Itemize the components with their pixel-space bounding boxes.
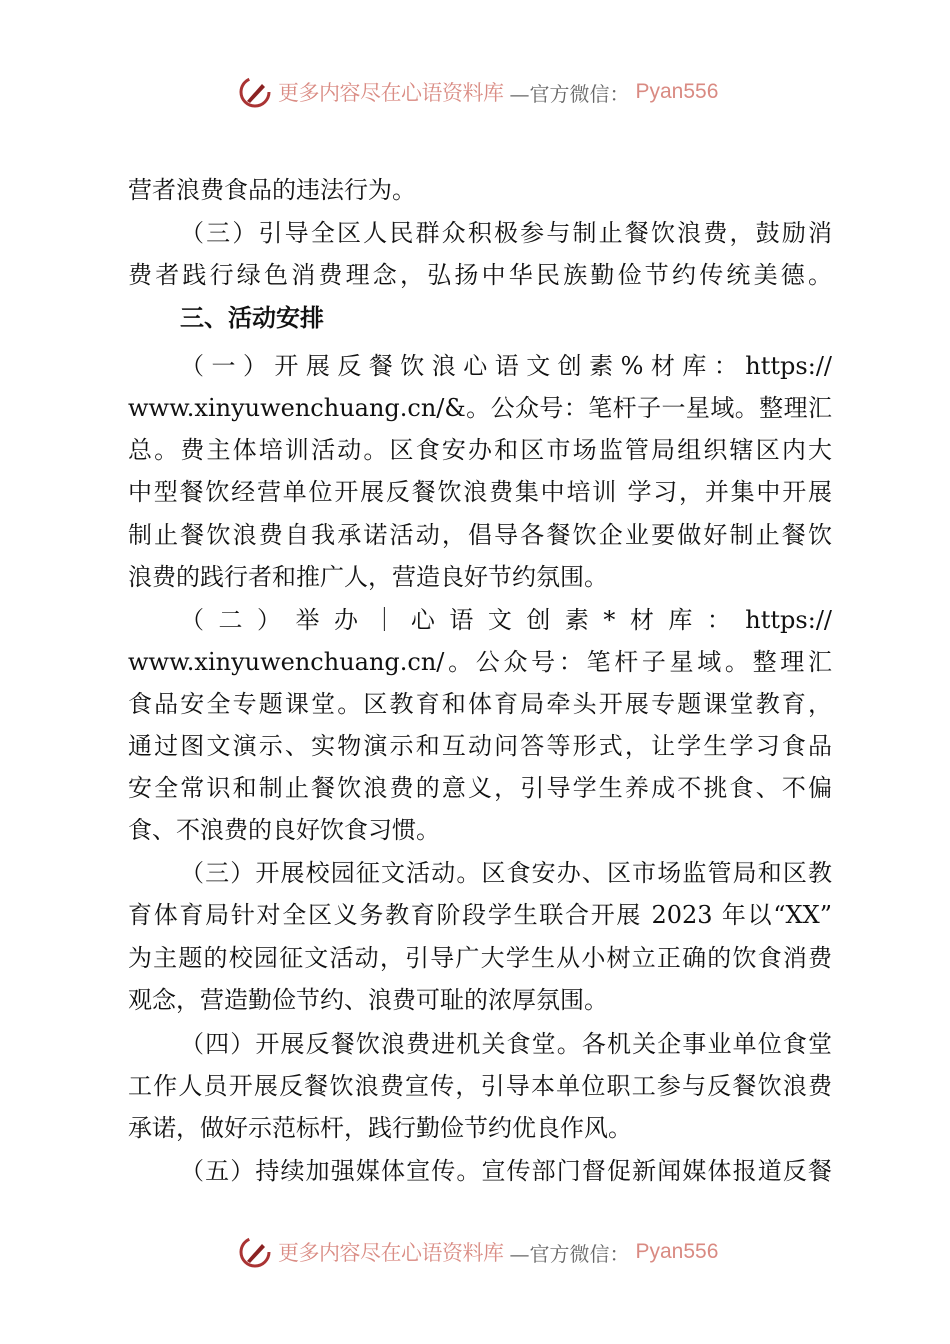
text-line: 工作人员开展反餐饮浪费宣传，引导本单位职工参与反餐饮浪费 [128, 1072, 832, 1100]
watermark-wechat-id: Pyan556 [635, 1240, 719, 1263]
footer-watermark [238, 1234, 738, 1270]
text-line: 营者浪费食品的违法行为。 [128, 176, 416, 204]
text-line: 食品安全专题课堂。区教育和体育局牵头开展专题课堂教育， [128, 690, 832, 718]
text-line: 观念，营造勤俭节约、浪费可耻的浓厚氛围。 [128, 986, 608, 1014]
watermark-wechat-id: Pyan556 [635, 80, 719, 103]
header-watermark [238, 74, 738, 110]
watermark-wechat-label: —官方微信： [509, 1241, 630, 1266]
text-line: 总。费主体培训活动。区食安办和区市场监管局组织辖区内大 [128, 436, 832, 464]
text-line: （三）开展校园征文活动。区食安办、区市场监管局和区教 [180, 859, 832, 887]
pen-logo-icon [238, 75, 272, 109]
section-heading: 三、活动安排 [180, 303, 324, 332]
text-line: 浪费的践行者和推广人，营造良好节约氛围。 [128, 563, 608, 591]
pen-logo-icon [238, 1235, 272, 1269]
text-line: 安全常识和制止餐饮浪费的意义，引导学生养成不挑食、不偏 [128, 774, 832, 802]
watermark-text: 更多内容尽在心语资料库 [278, 81, 504, 105]
text-line: 费者践行绿色消费理念，弘扬中华民族勤俭节约传统美德。 [128, 261, 832, 289]
text-line: 中型餐饮经营单位开展反餐饮浪费集中培训 学习，并集中开展 [128, 478, 832, 506]
text-line: www.xinyuwenchuang.cn/&。公众号：笔杆子一星域。整理汇 [128, 394, 832, 422]
text-line: 育体育局针对全区义务教育阶段学生联合开展 2023 年以“XX” [128, 901, 832, 929]
text-line: 承诺，做好示范标杆，践行勤俭节约优良作风。 [128, 1114, 632, 1142]
text-line: 制止餐饮浪费自我承诺活动，倡导各餐饮企业要做好制止餐饮 [128, 521, 832, 549]
text-line: 为主题的校园征文活动，引导广大学生从小树立正确的饮食消费 [128, 944, 832, 972]
watermark-wechat-label: —官方微信： [509, 81, 630, 106]
text-line: 食、不浪费的良好饮食习惯。 [128, 816, 440, 844]
text-line: （四）开展反餐饮浪费进机关食堂。各机关企事业单位食堂 [180, 1030, 832, 1058]
text-line: （五）持续加强媒体宣传。宣传部门督促新闻媒体报道反餐 [180, 1157, 832, 1185]
text-line: 通过图文演示、实物演示和互动问答等形式，让学生学习食品 [128, 732, 832, 760]
text-line: www.xinyuwenchuang.cn/。公众号：笔杆子星域。整理汇 [128, 648, 832, 676]
text-line: （一）开展反餐饮浪心语文创素%材库：https:// [180, 352, 832, 380]
text-line: （三）引导全区人民群众积极参与制止餐饮浪费，鼓励消 [180, 219, 832, 247]
text-line: （二）举办｜心语文创素*材库：https:// [180, 606, 832, 634]
watermark-text: 更多内容尽在心语资料库 [278, 1241, 504, 1265]
